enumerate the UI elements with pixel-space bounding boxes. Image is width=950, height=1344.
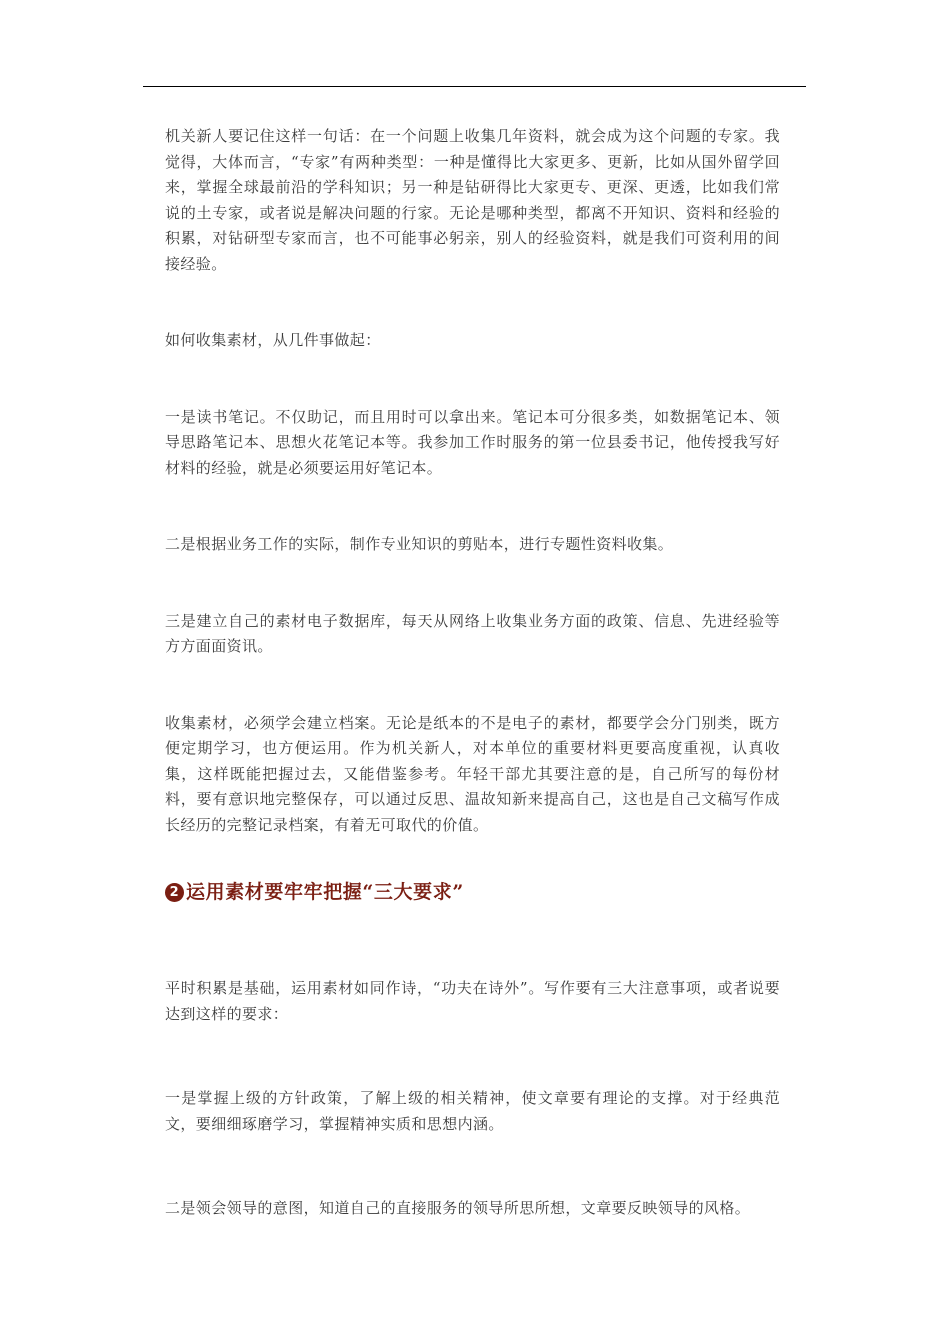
section-heading-text: 运用素材要牢牢把握“三大要求”: [186, 881, 464, 903]
paragraph-three-requirements: 平时积累是基础，运用素材如同作诗，“功夫在诗外”。写作要有三大注意事项，或者说要达到这样的要求：: [165, 979, 780, 1023]
document-body: [165, 124, 780, 1222]
circled-number-icon: 2: [165, 883, 184, 902]
paragraph-reading-notes: 一是读书笔记。不仅助记，而且用时可以拿出来。笔记本可分很多类，如数据笔记本、领导思路笔记本、思想火花笔记本等。我参加工作时服务的第一位县委书记，他传授我写好材料的经验，就是必须要运用好笔记本。: [165, 407, 780, 477]
paragraph-how-to-collect: 如何收集素材，从几件事做起：: [165, 331, 381, 349]
paragraph-archive: 收集素材，必须学会建立档案。无论是纸本的不是电子的素材，都要学会分门别类，既方便定期学习，也方便运用。作为机关新人，对本单位的重要材料更要高度重视，认真收集，这样既能把握过去，又能借鉴参考。年轻干部尤其要注意的是，自己所写的每份材料，要有意识地完整保存，可以通过反思、温故知新来提高自己，这也是自己文稿写作成长经历的完整记录档案，有着无可取代的价值。: [165, 713, 780, 834]
header-rule: [143, 86, 806, 87]
paragraph-e-database: 三是建立自己的素材电子数据库，每天从网络上收集业务方面的政策、信息、先进经验等方方面面资讯。: [165, 611, 780, 655]
section-heading-2: [165, 878, 780, 906]
paragraph-clipping-book: 二是根据业务工作的实际，制作专业知识的剪贴本，进行专题性资料收集。: [165, 535, 674, 553]
paragraph-leader-intent: 二是领会领导的意图，知道自己的直接服务的领导所思所想，文章要反映领导的风格。: [165, 1199, 751, 1217]
paragraph-policy: 一是掌握上级的方针政策，了解上级的相关精神，使文章要有理论的支撑。对于经典范文，要细细琢磨学习，掌握精神实质和思想内涵。: [165, 1089, 780, 1133]
paragraph-expert-intro: 机关新人要记住这样一句话：在一个问题上收集几年资料，就会成为这个问题的专家。我觉得，大体而言，“专家”有两种类型：一种是懂得比大家更多、更新，比如从国外留学回来，掌握全球最前沿的学科知识；另一种是钻研得比大家更专、更深、更透，比如我们常说的土专家，或者说是解决问题的行家。无论是哪种类型，都离不开知识、资料和经验的积累，对钻研型专家而言，也不可能事必躬亲，别人的经验资料，就是我们可资利用的间接经验。: [165, 127, 780, 273]
